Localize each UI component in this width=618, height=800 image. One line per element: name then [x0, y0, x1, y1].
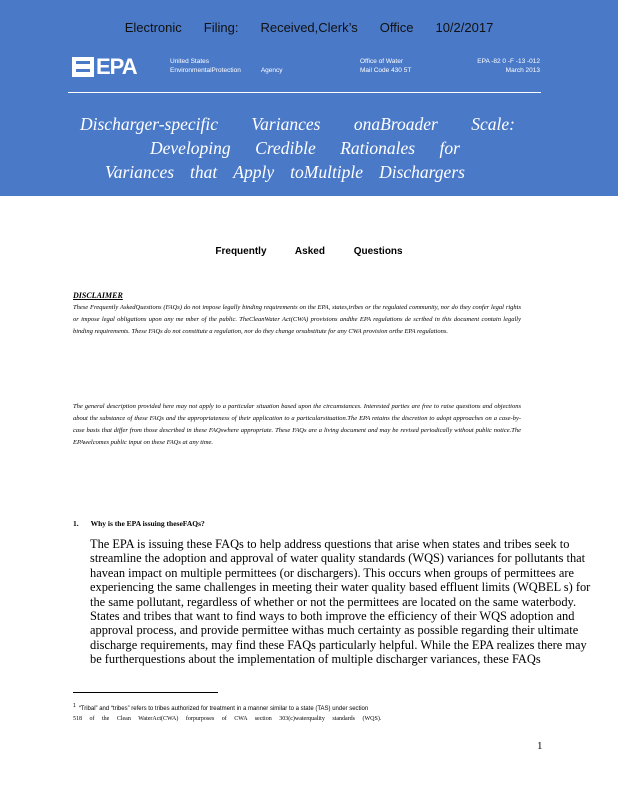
header-rule [68, 92, 541, 93]
title-word: Apply [233, 162, 275, 182]
agency-line2: EnvironmentalProtection [170, 67, 241, 74]
title-word: Rationales [340, 138, 416, 158]
filing-part: Received,Clerk’s [260, 20, 358, 35]
epa-flower-icon [72, 57, 94, 77]
title-word: Variances [105, 162, 175, 182]
disclaimer-heading: DISCLAIMER [73, 291, 123, 300]
office-line1: Office of Water [360, 58, 403, 65]
filing-part: Electronic [124, 20, 182, 35]
doc-number: EPA -82 0 -F -13 -012 [477, 58, 540, 65]
title-word: for [439, 138, 460, 158]
title-word: Developing [150, 138, 231, 158]
office-info [360, 57, 411, 75]
question-text: Why is the EPA issuing theseFAQs? [90, 519, 205, 528]
filing-part: 10/2/2017 [435, 20, 494, 35]
title-word: Dischargers [379, 162, 465, 182]
epa-logo [72, 54, 137, 80]
agency-line1: United States [170, 58, 210, 65]
footnote-marker: 1 [73, 703, 76, 709]
disclaimer-paragraph-1: These Frequently AskedQuestions (FAQs) do not impose legally binding requirements on the EPA, states,tribes or the regulated community, nor do they confer legal rights or impose legal obligations upon any me mber of the public. TheCleanWater Act(CWA) provisions andthe EPA regulations de scribed in this document contain legally binding requirements. These FAQs do not constitute a regulation, nor do they change orsubstitute for any CWA provision orthe EPA regulations. [73, 304, 521, 335]
logo-text: EPA [96, 54, 137, 79]
filing-part: Office [379, 20, 414, 35]
title-word: that [190, 162, 218, 182]
disclaimer-paragraph-2: The general description provided here may not apply to a particular situation based upon the circumstances. Interested parties are free to raise questions and objections about the substance of these FAQs and the appropriateness of their application to a particularsituation.The EPA retains the discretion to adopt approaches on a case-by-case basis that differ from those described in these FAQswhere appropriate. These FAQs are a living document and may be revised periodically without public notice.The EPAwelcomes public input on these FAQs at any time. [73, 403, 521, 446]
title-word: Scale: [471, 114, 515, 134]
footnote-text-1: “Tribal” and “tribes” refers to tribes authorized for treatment in a manner similar to a state (TAS) under section [78, 706, 369, 712]
doc-date: March 2013 [505, 67, 540, 74]
filing-stamp [0, 20, 618, 35]
document-title [60, 112, 560, 184]
footnote-rule [73, 692, 218, 693]
faq-heading: Frequently Asked Questions [215, 246, 403, 257]
page-number: 1 [537, 740, 543, 752]
title-word: onaBroader [353, 114, 438, 134]
title-word: Credible [255, 138, 316, 158]
footnote-line-2: 518 of the Clean WaterAct(CWA) forpurposes of CWA section 303(c)waterquality standards (WQS). [73, 716, 382, 722]
office-line2: Mail Code 430 5T [360, 67, 412, 74]
title-word: Variances [251, 114, 321, 134]
agency-line2b: Agency [260, 67, 283, 74]
document-info [468, 57, 540, 75]
filing-part: Filing: [203, 20, 239, 35]
answer-paragraph: The EPA is issuing these FAQs to help address questions that arise when states and tribes seek to streamline the adoption and approval of water quality standards (WQS) variances for pollutants that havean impact on multiple permittees (or dischargers). This occurs when groups of permittees are experiencing the same challenges in meeting their water quality based effluent limits (WQBEL s) for the same pollutant, regardless of whether or not the permittees are located on the same waterbody. States and tribes that want to find ways to both improve the efficiency of their WQS adoption and approval process, and provide permittee withas much certainty as possible regarding their ultimate discharge requirements, may find these FAQs particularly helpful. While the EPA realizes there may be furtherquestions about the implementation of multiple discharger variances, these FAQs [90, 537, 591, 667]
agency-name [170, 57, 283, 75]
question-heading [73, 519, 217, 528]
question-number: 1. [73, 519, 79, 528]
title-word: Discharger-specific [80, 114, 218, 134]
title-word: toMultiple [290, 162, 364, 182]
footnote-line-1 [73, 702, 513, 713]
